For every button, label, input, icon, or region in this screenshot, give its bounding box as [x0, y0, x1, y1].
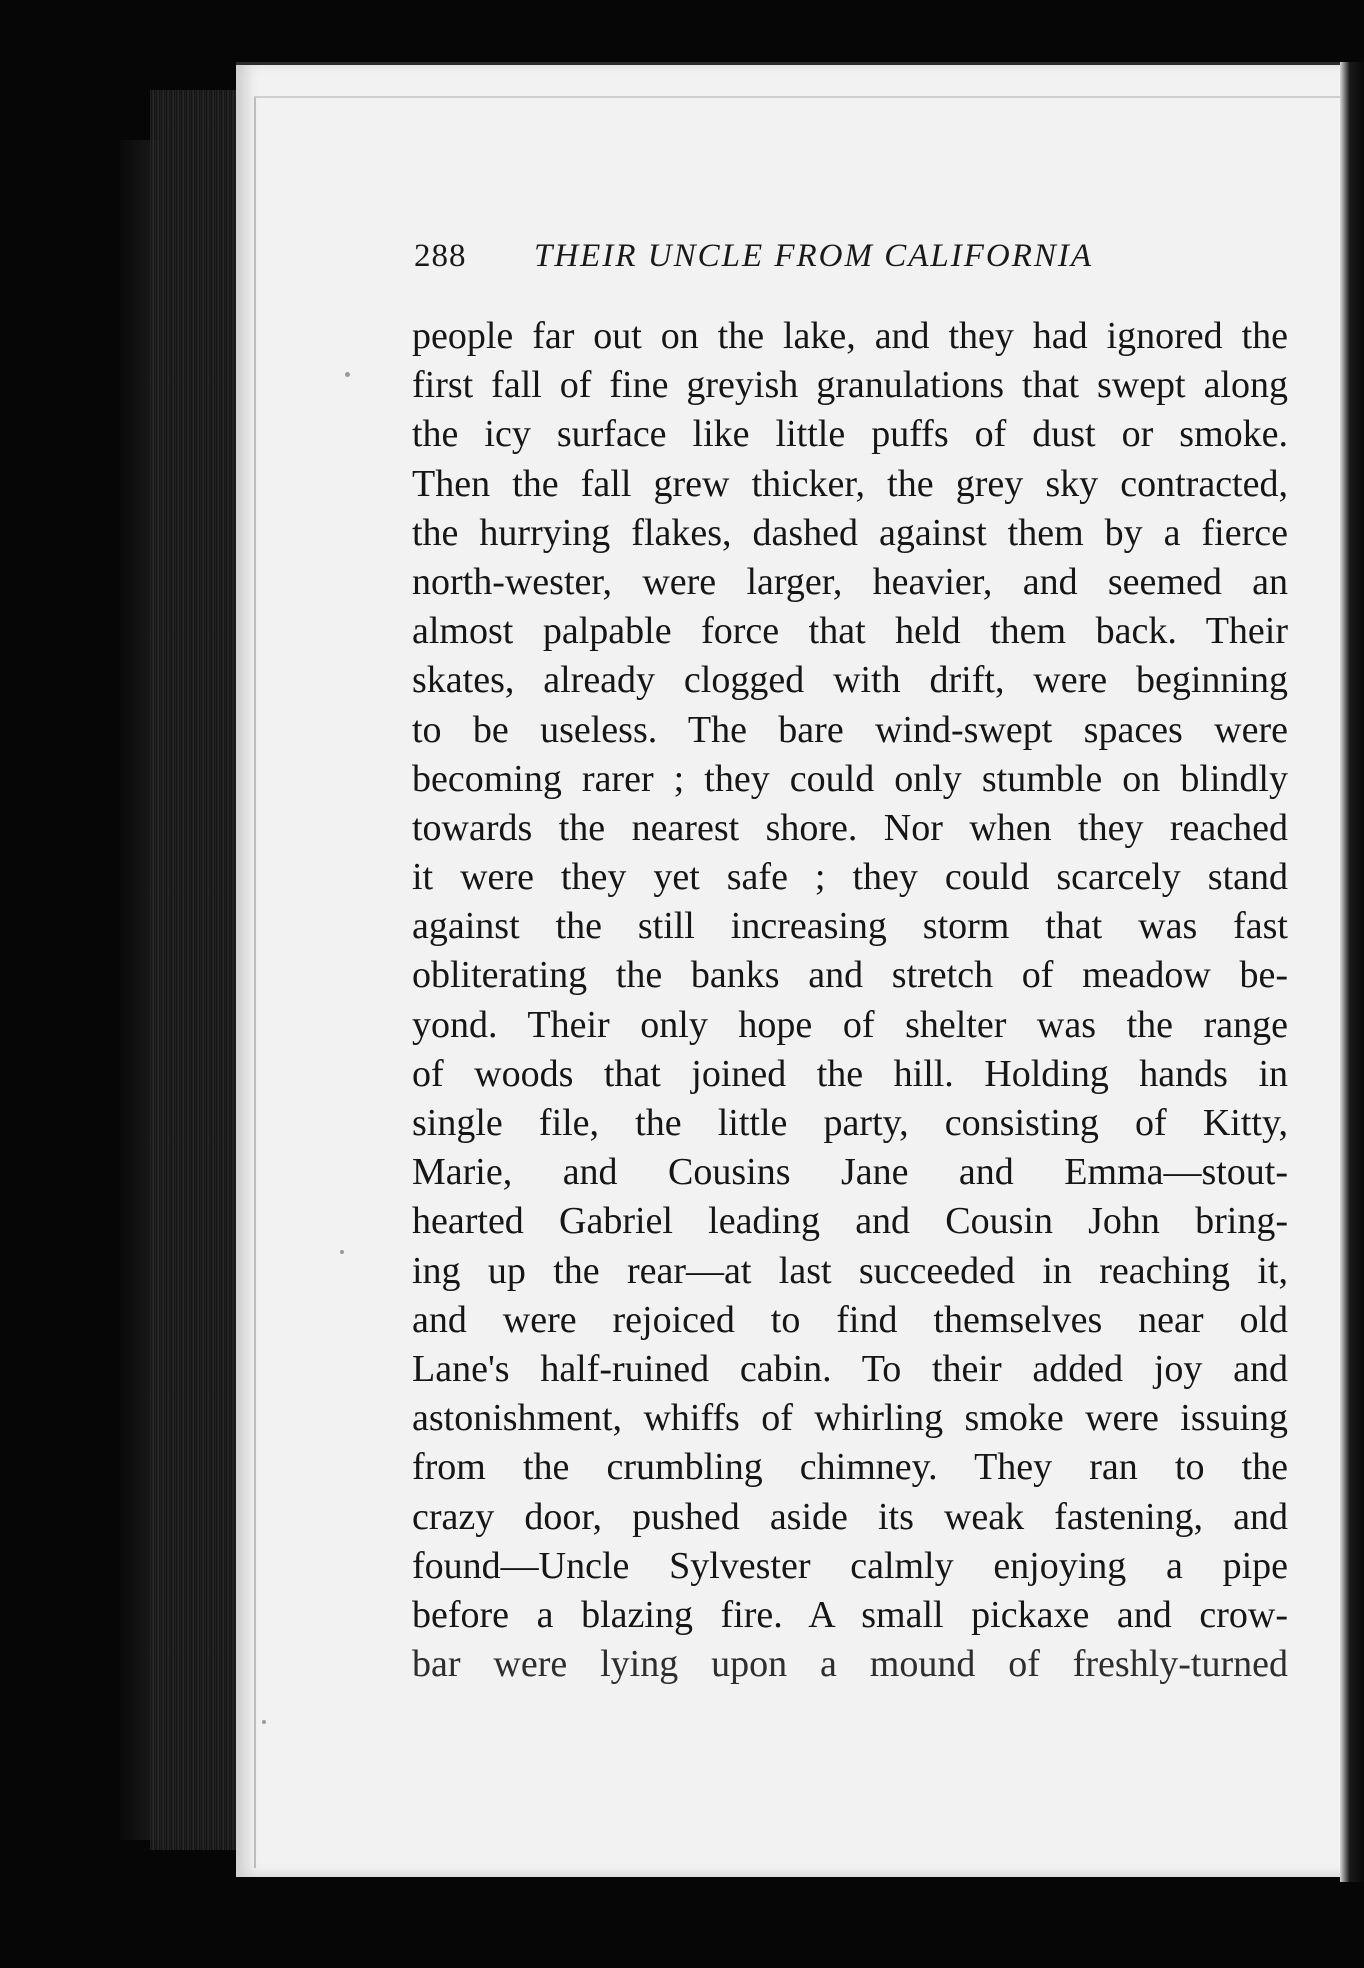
text-line: people far out on the lake, and they had ignored the — [412, 315, 1288, 357]
scan-speck — [262, 1720, 266, 1724]
running-header — [414, 238, 1294, 282]
text-line: single file, the little party, consisting of Kitty, — [412, 1102, 1288, 1144]
text-line: north-wester, were larger, heavier, and seemed an — [412, 560, 1288, 603]
text-line: towards the nearest shore. Nor when they reached — [412, 806, 1288, 849]
text-line: bar were lying upon a mound of freshly-turned — [412, 1643, 1288, 1686]
text-line: of woods that joined the hill. Holding hands in — [412, 1052, 1288, 1095]
text-line: crazy door, pushed aside its weak fastening, and — [412, 1495, 1288, 1538]
text-line: the hurrying flakes, dashed against them by a fierce — [412, 511, 1288, 554]
text-line: the icy surface like little puffs of dust or smoke. — [412, 413, 1288, 456]
text-line: against the still increasing storm that was fast — [412, 905, 1288, 948]
page-right-edge — [1340, 62, 1364, 1882]
text-line: yond. Their only hope of shelter was the range — [412, 1003, 1288, 1046]
page-top-edge — [236, 62, 1354, 65]
page-number: 288 — [414, 238, 467, 274]
scan-speck — [340, 1250, 344, 1254]
text-line: almost palpable force that held them back. Their — [412, 610, 1288, 653]
text-line: first fall of fine greyish granulations that swept along — [412, 364, 1288, 407]
text-line: Then the fall grew thicker, the grey sky contracted, — [412, 462, 1288, 505]
text-line: from the crumbling chimney. They ran to the — [412, 1446, 1288, 1489]
text-line: ing up the rear—at last succeeded in reaching it, — [412, 1249, 1288, 1292]
text-line: and were rejoiced to find themselves near old — [412, 1298, 1288, 1341]
text-line: becoming rarer ; they could only stumble on blindly — [412, 757, 1288, 800]
text-line: Marie, and Cousins Jane and Emma—stout- — [412, 1151, 1288, 1194]
text-line: hearted Gabriel leading and Cousin John bring- — [412, 1200, 1288, 1243]
running-title: THEIR UNCLE FROM CALIFORNIA — [534, 238, 1094, 274]
text-line: Lane's half-ruined cabin. To their added joy and — [412, 1347, 1288, 1390]
text-line: found—Uncle Sylvester calmly enjoying a pipe — [412, 1544, 1288, 1587]
text-line: astonishment, whiffs of whirling smoke were issuing — [412, 1397, 1288, 1440]
text-line: before a blazing fire. A small pickaxe and crow- — [412, 1593, 1288, 1636]
text-line: to be useless. The bare wind-swept spaces were — [412, 708, 1288, 751]
scan-speck — [345, 372, 350, 377]
body-text — [412, 312, 1288, 1689]
text-line: obliterating the banks and stretch of meadow be- — [412, 954, 1288, 997]
text-line: it were they yet safe ; they could scarcely stand — [412, 856, 1288, 899]
text-line: skates, already clogged with drift, were beginning — [412, 659, 1288, 702]
stacked-page-edges — [150, 90, 242, 1850]
